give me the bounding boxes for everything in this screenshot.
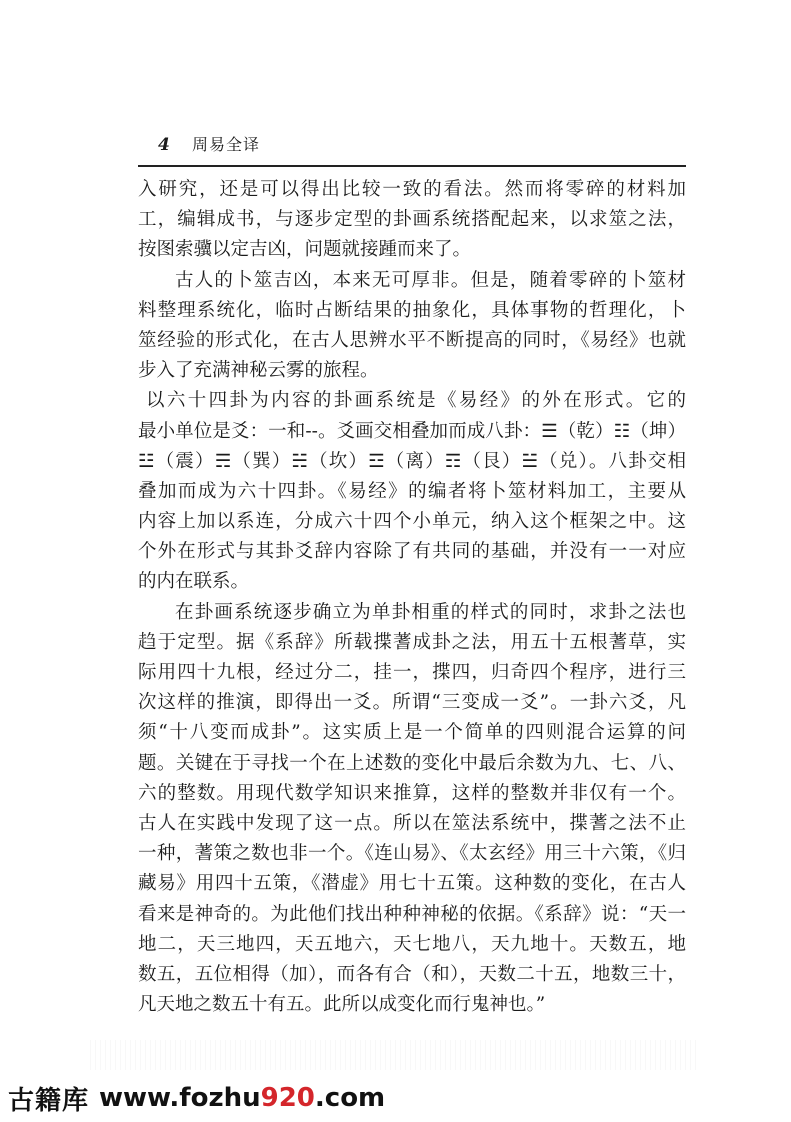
text-line: 筮经验的形式化，在古人思辨水平不断提高的同时，《易经》也就 — [138, 329, 686, 351]
text-line: 按图索骥以定吉凶，问题就接踵而来了。 — [138, 239, 472, 261]
text-line: 古人在实践中发现了这一点。所以在筮法系统中，揲蓍之法不止 — [138, 812, 686, 834]
text-line: 次这样的推演，即得出一爻。所谓“三变成一爻”。一卦六爻，凡 — [138, 692, 686, 714]
text-line: 数五，五位相得（加），而各有合（和），天数二十五，地数三十， — [138, 963, 686, 985]
text-line: 工，编辑成书，与逐步定型的卦画系统搭配起来，以求筮之法， — [138, 209, 686, 231]
watermark-site-name: 古籍库 — [8, 1085, 90, 1116]
text-line: 地二，天三地四，天五地六，天七地八，天九地十。天数五，地 — [138, 933, 686, 955]
text-line: 题。关键在于寻找一个在上述数的变化中最后余数为九、七、八、 — [138, 752, 686, 774]
watermark-url-number: 920 — [260, 1083, 315, 1113]
text-line: 藏易》用四十五策，《潜虚》用七十五策。这种数的变化，在古人 — [138, 873, 686, 895]
watermark-url-prefix: www.fozhu — [99, 1083, 261, 1113]
watermark-url — [99, 1083, 385, 1113]
watermark-url-suffix: .com — [314, 1083, 386, 1113]
text-line: 的内在联系。 — [138, 571, 250, 593]
text-line: 个外在形式与其卦爻辞内容除了有共同的基础，并没有一一对应 — [138, 541, 686, 563]
page-number: 4 — [158, 135, 170, 155]
text-line: 际用四十九根，经过分二，挂一，揲四，归奇四个程序，进行三 — [138, 662, 686, 683]
text-line: 须“十八变而成卦”。这实质上是一个简单的四则混合运算的问 — [138, 722, 686, 744]
text-line: 趋于定型。据《系辞》所载揲蓍成卦之法，用五十五根蓍草，实 — [138, 631, 686, 653]
text-line: 在卦画系统逐步确立为单卦相重的样式的同时，求卦之法也 — [175, 601, 686, 623]
site-watermark[interactable] — [8, 1080, 385, 1116]
body-text — [138, 175, 686, 1020]
text-line: 凡天地之数五十有五。此所以成变化而行鬼神也。” — [138, 994, 546, 1016]
text-line: 叠加而成为六十四卦。《易经》的编者将卜筮材料加工，主要从 — [138, 480, 686, 502]
paragraph — [138, 266, 686, 387]
text-line: ☳（震）☴（巽）☵（坎）☲（离）☶（艮）☱（兑）。八卦交相 — [138, 450, 686, 472]
paragraph — [138, 598, 686, 1021]
paragraph — [138, 175, 686, 266]
text-line: 料整理系统化，临时占断结果的抽象化，具体事物的哲理化，卜 — [138, 299, 686, 321]
text-line: 看来是神奇的。为此他们找出种种神秘的依据。《系辞》说：“天一 — [138, 903, 686, 925]
text-line: 六的整数。用现代数学知识来推算，这样的整数并非仅有一个。 — [138, 782, 686, 804]
text-line: 步入了充满神秘云雾的旅程。 — [138, 360, 379, 382]
text-line: 最小单位是爻：一和--。爻画交相叠加而成八卦：☰（乾）☷（坤） — [138, 420, 686, 442]
header-rule — [138, 165, 686, 167]
text-line: 内容上加以系连，分成六十四个小单元，纳入这个框架之中。这 — [138, 511, 686, 533]
text-line: 古人的卜筮吉凶，本来无可厚非。但是，随着零碎的卜筮材 — [175, 269, 686, 291]
scan-noise — [90, 1040, 700, 1070]
text-line: 入研究，还是可以得出比较一致的看法。然而将零碎的材料加 — [138, 179, 686, 200]
running-header — [158, 132, 260, 158]
text-line: 以六十四卦为内容的卦画系统是《易经》的外在形式。它的 — [146, 390, 686, 412]
paragraph — [138, 386, 686, 597]
text-line: 一种，蓍策之数也非一个。《连山易》、《太玄经》用三十六策，《归 — [138, 843, 686, 865]
book-title: 周易全译 — [192, 135, 261, 154]
